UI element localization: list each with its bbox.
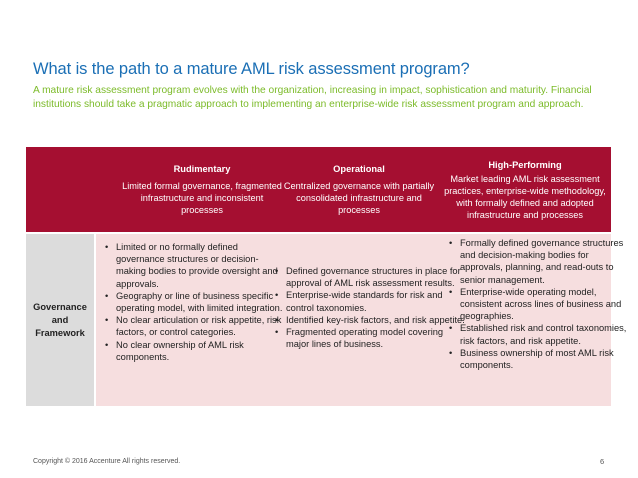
operational-bullet-list	[274, 265, 466, 350]
maturity-header-band	[26, 147, 611, 232]
column-header-high-performing	[441, 147, 609, 232]
column-header-rudimentary	[120, 147, 284, 232]
list-item: • Fragmented operating model covering major lines of business.	[274, 326, 466, 350]
column-description: Market leading AML risk assessment practices, enterprise-wide methodology, with formally defined and adopted infrastructure and processes	[444, 173, 606, 220]
copyright-footer: Copyright © 2016 Accenture All rights reserved.	[33, 458, 181, 465]
list-item: • No clear articulation or risk appetite, risk factors, or control categories.	[104, 314, 284, 338]
list-item: • Business ownership of most AML risk components.	[448, 347, 628, 371]
high-performing-bullet-list	[448, 237, 628, 371]
rudimentary-bullet-list	[104, 241, 284, 363]
list-item: • No clear ownership of AML risk components.	[104, 339, 284, 363]
list-item: • Enterprise-wide operating model, consistent across lines of business and geographies.	[448, 286, 628, 323]
column-name: High-Performing	[488, 159, 562, 170]
list-item: • Defined governance structures in place for approval of AML risk assessment results.	[274, 265, 466, 289]
list-item: • Established risk and control taxonomies, risk factors, and risk appetite.	[448, 322, 628, 346]
list-item: • Identified key-risk factors, and risk appetite.	[274, 314, 466, 326]
page-subtitle: A mature risk assessment program evolves with the organization, increasing in impact, sophistication and maturity. Financial institutions should take a pragmatic approach to implementing an enterprise-wide risk assessment program and approach.	[33, 85, 592, 111]
list-item: • Formally defined governance structures and decision-making bodies for approvals, planning, and read-outs to senior management.	[448, 237, 628, 286]
list-item: • Limited or no formally defined governance structures or decision-making bodies to provide oversight and approvals.	[104, 241, 284, 290]
page-number: 6	[600, 457, 605, 466]
column-description: Limited formal governance, fragmented infrastructure and inconsistent processes	[122, 181, 282, 215]
column-name: Rudimentary	[173, 164, 231, 174]
list-item: • Geography or line of business specific operating model, with limited integration.	[104, 290, 284, 314]
page-title: What is the path to a mature AML risk assessment program?	[33, 60, 470, 78]
column-name: Operational	[333, 164, 385, 174]
row-label-cell	[26, 234, 94, 406]
list-item: • Enterprise-wide standards for risk and control taxonomies.	[274, 289, 466, 313]
column-description: Centralized governance with partially consolidated infrastructure and processes	[283, 181, 435, 215]
column-header-operational	[276, 147, 442, 232]
row-label: Governance and Framework	[33, 301, 87, 338]
